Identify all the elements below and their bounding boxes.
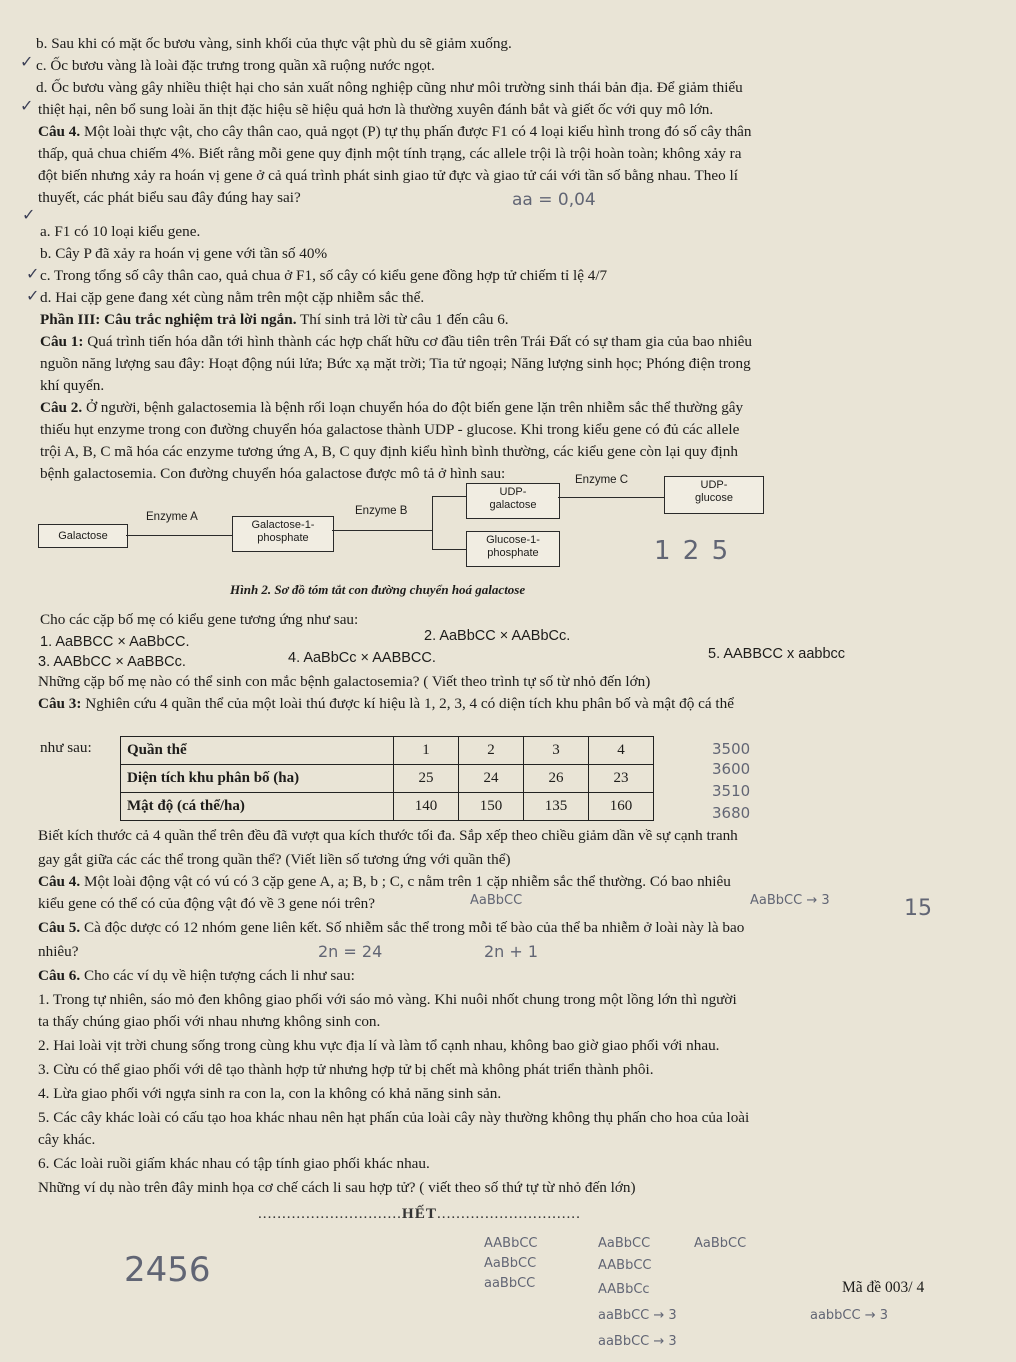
question-text: Cà độc dược có 12 nhóm gene liên kết. Số nhiễm sắc thể trong mỗi tế bào của thể ba nhiễm ở loài này là bao [80, 919, 745, 936]
enzyme-b-label: Enzyme B [355, 505, 408, 517]
handwritten-note: AaBbCC → 3 [750, 893, 830, 908]
handwritten-note: aabbCC → 3 [810, 1308, 889, 1323]
text-line [40, 398, 743, 418]
handwritten-answer: 15 [904, 896, 932, 921]
question-text: Cho các ví dụ về hiện tượng cách li như sau: [80, 967, 355, 984]
enzyme-c-label: Enzyme C [575, 474, 629, 486]
text-line: thấp, quả chua chiếm 4%. Biết rằng mỗi gene quy định một tính trạng, các allele trội là trội hoàn toàn; không xảy ra [38, 145, 742, 162]
dots: .............................. [436, 1205, 581, 1222]
table-cell: 25 [394, 765, 459, 793]
text-line [38, 122, 752, 142]
text-line: thiệt hại, nên bổ sung loài ăn thịt đặc hiệu sẽ hiệu quả hơn là thường xuyên đánh bắt và giết ốc với quy mô lớn. [38, 101, 714, 118]
handwritten-note: 3510 [712, 782, 751, 800]
question-text: Một loài thực vật, cho cây thân cao, quả ngọt (P) tự thụ phấn được F1 có 4 loại kiểu hình trong đó số cây thân [80, 123, 752, 140]
arrow-line [126, 535, 232, 536]
enzyme-a-label: Enzyme A [146, 511, 198, 523]
text-line: thuyết, các phát biểu sau đây đúng hay sai? [38, 189, 301, 206]
section-heading [40, 310, 509, 330]
handwritten-note: AaBbCC [484, 1256, 537, 1271]
question-text: Nghiên cứu 4 quần thể của một loài thú được kí hiệu là 1, 2, 3, 4 có diện tích khu phân bố và mật độ cá thể [81, 695, 734, 712]
text-line: Cho các cặp bố mẹ có kiểu gene tương ứng như sau: [40, 611, 359, 628]
table-cell: 23 [589, 765, 654, 793]
table-row [121, 793, 654, 821]
text-line: b. Sau khi có mặt ốc bươu vàng, sinh khối của thực vật phù du sẽ giảm xuống. [36, 35, 512, 52]
text-line: Những ví dụ nào trên đây minh họa cơ chế cách li sau hợp tử? ( viết theo số thứ tự từ nhỏ đến lớn) [38, 1179, 636, 1196]
text-line: Biết kích thước cả 4 quần thể trên đều đã vượt qua kích thước tối đa. Sắp xếp theo chiều giảm dần về sự cạnh tranh [38, 827, 738, 844]
text-line: d. Ốc bươu vàng gây nhiều thiệt hại cho sản xuất nông nghiệp cũng như môi trường sinh thái bản địa. Để giảm thiểu [36, 79, 743, 96]
arrow-branch [432, 496, 433, 550]
handwritten-note: 3600 [712, 760, 751, 778]
handwritten-answer: 1 2 5 [654, 536, 731, 566]
glucose-1p-box: Glucose-1- phosphate [466, 531, 560, 567]
parent-cross-2: 2. AaBbCC × AABbCc. [424, 628, 571, 644]
parent-cross-1: 1. AaBBCC × AaBbCC. [40, 634, 190, 650]
example-4: 4. Lừa giao phối với ngựa sinh ra con la, con la không có khả năng sinh sản. [38, 1085, 502, 1102]
text-line: ta thấy chúng giao phối với nhau nhưng không sinh con. [38, 1013, 381, 1030]
table-cell: Mật độ (cá thể/ha) [121, 793, 394, 821]
table-cell: 150 [459, 793, 524, 821]
handwritten-note: 2n + 1 [484, 942, 539, 961]
figure-caption: Hình 2. Sơ đồ tóm tắt con đường chuyển hoá galactose [230, 582, 526, 597]
text-line: trội A, B, C mã hóa các enzyme tương ứng A, B, C quy định kiểu hình bình thường, các kiểu gene còn lại quy định [40, 443, 738, 460]
table-cell: 4 [589, 737, 654, 765]
table-cell: 135 [524, 793, 589, 821]
text-line: Những cặp bố mẹ nào có thể sinh con mắc bệnh galactosemia? ( Viết theo trình tự số từ nhỏ đến lớn) [38, 673, 651, 690]
dots: .............................. [258, 1205, 402, 1222]
text-line: kiểu gene có thể có của động vật đó về 3 gene nói trên? [38, 895, 375, 912]
handwritten-note: 3680 [712, 804, 751, 822]
statement-c: c. Trong tổng số cây thân cao, quả chua ở F1, số cây có kiểu gene đồng hợp tử chiếm tỉ lệ 4/7 [40, 267, 608, 284]
parent-cross-3: 3. AABbCC × AaBBCc. [38, 654, 186, 670]
text-line [38, 918, 744, 938]
udp-galactose-box: UDP- galactose [466, 483, 560, 519]
question-label: Câu 2. [40, 399, 83, 416]
table-row [121, 737, 654, 765]
text-line [38, 966, 355, 986]
section-title: Phần III: Câu trắc nghiệm trả lời ngắn. [40, 311, 297, 328]
handwritten-note: aa = 0,04 [512, 190, 596, 210]
example-3: 3. Cừu có thể giao phối với dê tạo thành hợp tử nhưng hợp tử bị chết mà không phát triển thành phôi. [38, 1061, 654, 1078]
statement-d: d. Hai cặp gene đang xét cùng nằm trên một cặp nhiễm sắc thể. [40, 289, 425, 306]
check-mark-icon: ✓ [20, 52, 34, 71]
end-marker [258, 1204, 581, 1224]
handwritten-note: aaBbCC [484, 1276, 536, 1291]
handwritten-note: 3500 [712, 740, 751, 758]
question-label: Câu 3: [38, 695, 82, 712]
udp-glucose-box: UDP- glucose [664, 476, 764, 514]
text-line: đột biến nhưng xảy ra hoán vị gene ở cả quá trình phát sinh giao tử đực và giao tử cái với tần số bằng nhau. Theo lí [38, 167, 738, 184]
handwritten-note: 2n = 24 [318, 942, 383, 961]
example-2: 2. Hai loài vịt trời chung sống trong cùng khu vực địa lí và làm tổ cạnh nhau, không bao giờ giao phối với nhau. [38, 1037, 720, 1054]
section-note: Thí sinh trả lời từ câu 1 đến câu 6. [296, 311, 509, 328]
question-text: Quá trình tiến hóa dẫn tới hình thành các hợp chất hữu cơ đầu tiên trên Trái Đất có sự tham gia của bao nhiêu [83, 333, 753, 350]
table-cell: 24 [459, 765, 524, 793]
handwritten-note: AaBbCC [598, 1236, 651, 1251]
exam-code: Mã đề 003/ 4 [842, 1279, 925, 1296]
text-line: cây khác. [38, 1131, 96, 1148]
table-cell: 1 [394, 737, 459, 765]
arrow-line [558, 497, 664, 498]
question-label: Câu 6. [38, 967, 81, 984]
text-line [40, 332, 752, 352]
handwritten-note: AaBbCC [694, 1236, 747, 1251]
check-mark-icon: ✓ [26, 264, 40, 283]
handwritten-answer: 2456 [124, 1250, 211, 1290]
question-label: Câu 1: [40, 333, 84, 350]
example-6: 6. Các loài ruồi giấm khác nhau có tập tính giao phối khác nhau. [38, 1155, 430, 1172]
check-mark-icon: ✓ [20, 96, 34, 115]
handwritten-note: AABbCC [484, 1236, 538, 1251]
question-text: Ở người, bệnh galactosemia là bệnh rối loạn chuyển hóa do đột biến gene lặn trên nhiễm sắc thể thường gây [82, 399, 744, 416]
statement-a: a. F1 có 10 loại kiểu gene. [40, 223, 201, 240]
text-line: như sau: [40, 739, 92, 756]
table-cell: 140 [394, 793, 459, 821]
text-line: khí quyển. [40, 377, 105, 394]
arrow-line [432, 496, 466, 497]
text-line [38, 872, 731, 892]
text-line [38, 694, 734, 714]
table-cell: 2 [459, 737, 524, 765]
handwritten-note: aaBbCC → 3 [598, 1334, 677, 1349]
question-label: Câu 4. [38, 873, 81, 890]
example-5: 5. Các cây khác loài có cấu tạo hoa khác nhau nên hạt phấn của loài cây này thường không thụ phấn cho hoa của loài [38, 1109, 750, 1126]
handwritten-note: AaBbCC [470, 893, 523, 908]
text-line: bệnh galactosemia. Con đường chuyển hóa galactose được mô tả ở hình sau: [40, 465, 506, 482]
text-line: nguồn năng lượng sau đây: Hoạt động núi lửa; Bức xạ mặt trời; Tia tử ngoại; Năng lượng sinh học; Phóng điện trong [40, 355, 751, 372]
gal1p-box: Galactose-1- phosphate [232, 516, 334, 552]
arrow-line [432, 549, 466, 550]
text-line: c. Ốc bươu vàng là loài đặc trưng trong quần xã ruộng nước ngọt. [36, 57, 435, 74]
question-label: Câu 5. [38, 919, 81, 936]
parent-cross-5: 5. AABBCC x aabbcc [708, 646, 846, 662]
handwritten-note: AABbCc [598, 1282, 650, 1297]
check-mark-icon: ✓ [22, 205, 36, 224]
question-label: Câu 4. [38, 123, 81, 140]
table-cell: Diện tích khu phân bố (ha) [121, 765, 394, 793]
text-line: nhiêu? [38, 943, 79, 960]
table-row [121, 765, 654, 793]
handwritten-note: AABbCC [598, 1258, 652, 1273]
table-cell: 160 [589, 793, 654, 821]
text-line: thiếu hụt enzyme trong con đường chuyển hóa galactose thành UDP - glucose. Khi trong kiểu gene có đủ các allele [40, 421, 740, 438]
handwritten-note: aaBbCC → 3 [598, 1308, 677, 1323]
table-cell: Quần thể [121, 737, 394, 765]
arrow-line [332, 530, 432, 531]
end-text: HẾT [401, 1205, 437, 1222]
table-cell: 26 [524, 765, 589, 793]
parent-cross-4: 4. AaBbCc × AABBCC. [288, 650, 436, 666]
check-mark-icon: ✓ [26, 286, 40, 305]
galactose-box: Galactose [38, 524, 128, 548]
population-table [120, 736, 654, 821]
text-line: gay gắt giữa các các thể trong quần thể? (Viết liền số tương ứng với quần thể) [38, 851, 511, 868]
statement-b: b. Cây P đã xảy ra hoán vị gene với tần số 40% [40, 245, 328, 262]
table-cell: 3 [524, 737, 589, 765]
example-1: 1. Trong tự nhiên, sáo mỏ đen không giao phối với sáo mỏ vàng. Khi nuôi nhốt chung trong một lồng lớn thì người [38, 991, 737, 1008]
question-text: Một loài động vật có vú có 3 cặp gene A, a; B, b ; C, c nằm trên 1 cặp nhiễm sắc thể thường. Có bao nhiêu [80, 873, 731, 890]
